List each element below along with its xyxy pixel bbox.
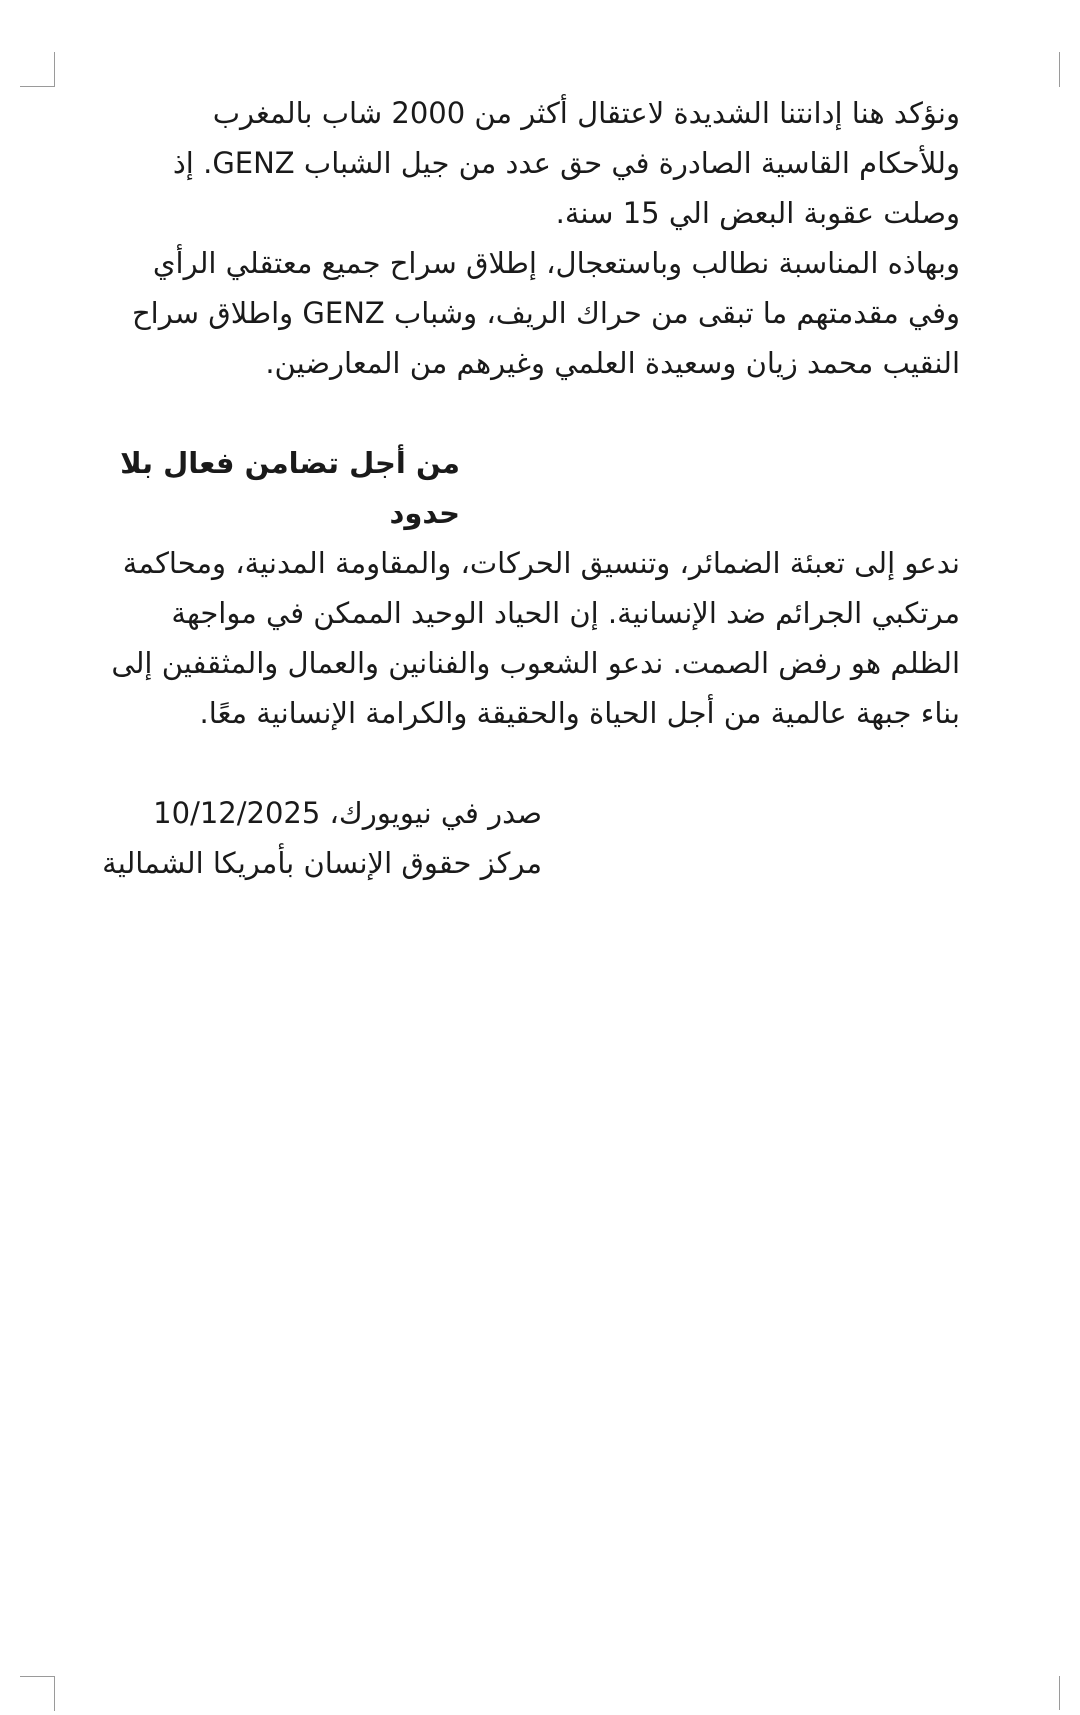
paragraph-call-to-action <box>52 538 1032 738</box>
paragraph-detentions <box>52 88 1032 238</box>
signature-place-date: صدر في نيويورك، 10/12/2025 <box>153 796 542 830</box>
paragraph-demands <box>52 238 1032 388</box>
text-line: بناء جبهة عالمية من أجل الحياة والحقيقة والكرامة الإنسانية معًا. <box>199 696 960 730</box>
section-heading: من أجل تضامن فعال بلا حدود <box>120 446 460 530</box>
text-line: وبهاذه المناسبة نطالب وباستعجال، إطلاق سراح جميع معتقلي الرأي <box>152 246 960 280</box>
document-body <box>52 88 1032 888</box>
text-line: ندعو إلى تعبئة الضمائر، وتنسيق الحركات، والمقاومة المدنية، ومحاكمة <box>122 546 960 580</box>
text-line: وفي مقدمتهم ما تبقى من حراك الريف، وشباب GENZ واطلاق سراح <box>131 296 960 330</box>
text-line: الظلم هو رفض الصمت. ندعو الشعوب والفنانين والعمال والمثقفين إلى <box>111 646 960 680</box>
signature-organization: مركز حقوق الإنسان بأمريكا الشمالية <box>102 846 542 880</box>
text-line: ونؤكد هنا إدانتنا الشديدة لاعتقال أكثر من 2000 شاب بالمغرب <box>212 96 960 130</box>
crop-mark-bottom-left <box>20 1676 55 1711</box>
text-line: النقيب محمد زيان وسعيدة العلمي وغيرهم من المعارضين. <box>265 346 960 380</box>
signature-block <box>52 788 1032 888</box>
text-line: وصلت عقوبة البعض الي 15 سنة. <box>555 196 960 230</box>
paragraph-spacer <box>52 388 1032 438</box>
crop-mark-bottom-right <box>1059 1676 1060 1710</box>
paragraph-spacer <box>52 738 1032 788</box>
crop-mark-top-right <box>1059 52 1060 87</box>
text-line: مرتكبي الجرائم ضد الإنسانية. إن الحياد الوحيد الممكن في مواجهة <box>171 596 960 630</box>
text-line: وللأحكام القاسية الصادرة في حق عدد من جيل الشباب GENZ. إذ <box>172 146 960 180</box>
crop-mark-top-left <box>20 52 55 87</box>
